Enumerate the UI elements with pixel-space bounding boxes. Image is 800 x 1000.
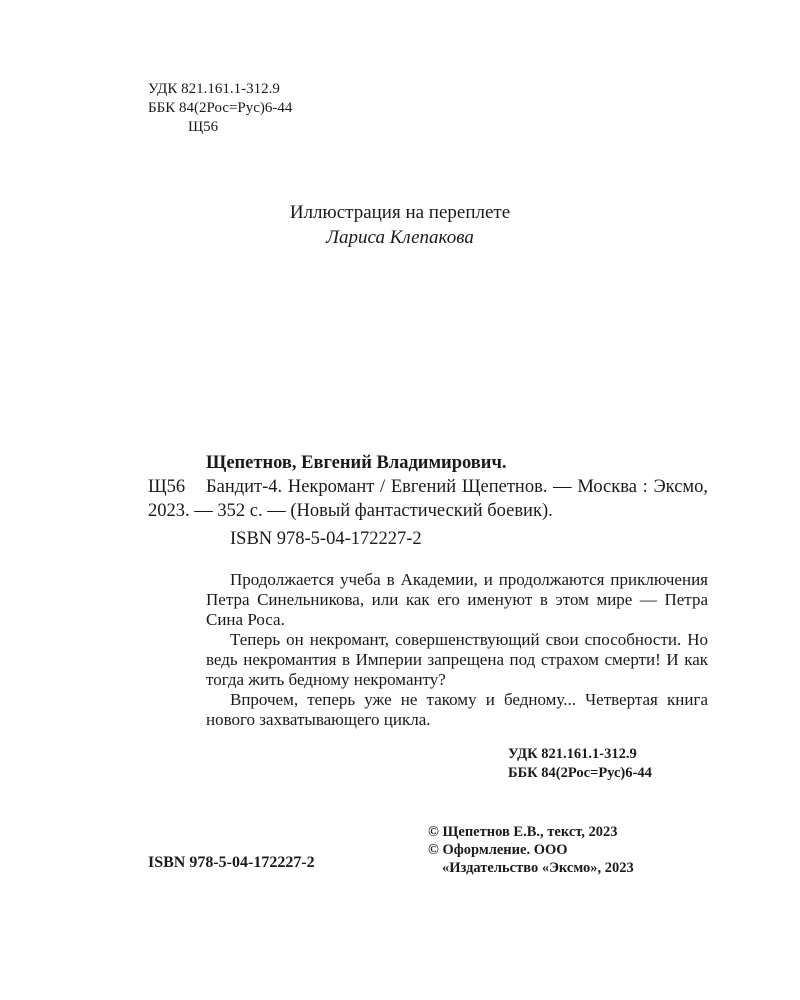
- udk-code: УДК 821.161.1-312.9: [148, 81, 280, 97]
- illustration-credit: [0, 200, 800, 250]
- annotation-paragraph: Теперь он некромант, совершенствующий свои способности. Но ведь некромантия в Империи запрещена под страхом смерти! И как тогда жить бедному некроманту?: [206, 630, 708, 689]
- annotation-paragraph: Впрочем, теперь уже не такому и бедному... Четвертая книга нового захватывающего цикла.: [206, 690, 708, 729]
- copyright-publisher: «Издательство «Эксмо», 2023: [442, 860, 634, 876]
- annotation: [206, 570, 708, 730]
- copyright-text: © Щепетнов Е.В., текст, 2023: [428, 824, 618, 840]
- bbk-code: ББК 84(2Рос=Рус)6-44: [148, 100, 293, 116]
- isbn-bottom: ISBN 978-5-04-172227-2: [148, 854, 315, 871]
- record-description-block: [148, 475, 708, 523]
- record-code: Щ56: [148, 477, 186, 497]
- annotation-paragraph: Продолжается учеба в Академии, и продолжаются приключения Петра Синельникова, или как его именуют в этом мире — Петра Сина Роса.: [206, 570, 708, 629]
- bottom-udk-code: УДК 821.161.1-312.9: [508, 746, 637, 762]
- illustration-artist: Лариса Клепакова: [326, 227, 474, 248]
- copyright-design: © Оформление. ООО: [428, 842, 568, 858]
- record-description: Бандит-4. Некромант / Евгений Щепетнов. — Москва : Эксмо, 2023. — 352 с. — (Новый фантастический боевик).: [148, 477, 708, 521]
- illustration-caption: Иллюстрация на переплете: [289, 202, 511, 223]
- bottom-bbk-code: ББК 84(2Рос=Рус)6-44: [508, 765, 652, 781]
- bibliographic-record: [148, 451, 708, 551]
- top-classification-codes: [148, 80, 292, 137]
- copyright-block: [428, 823, 634, 877]
- author-mark: Щ56: [188, 119, 219, 135]
- bottom-classification-codes: [508, 745, 652, 783]
- record-isbn: ISBN 978-5-04-172227-2: [230, 529, 422, 549]
- record-author: Щепетнов, Евгений Владимирович.: [206, 453, 507, 473]
